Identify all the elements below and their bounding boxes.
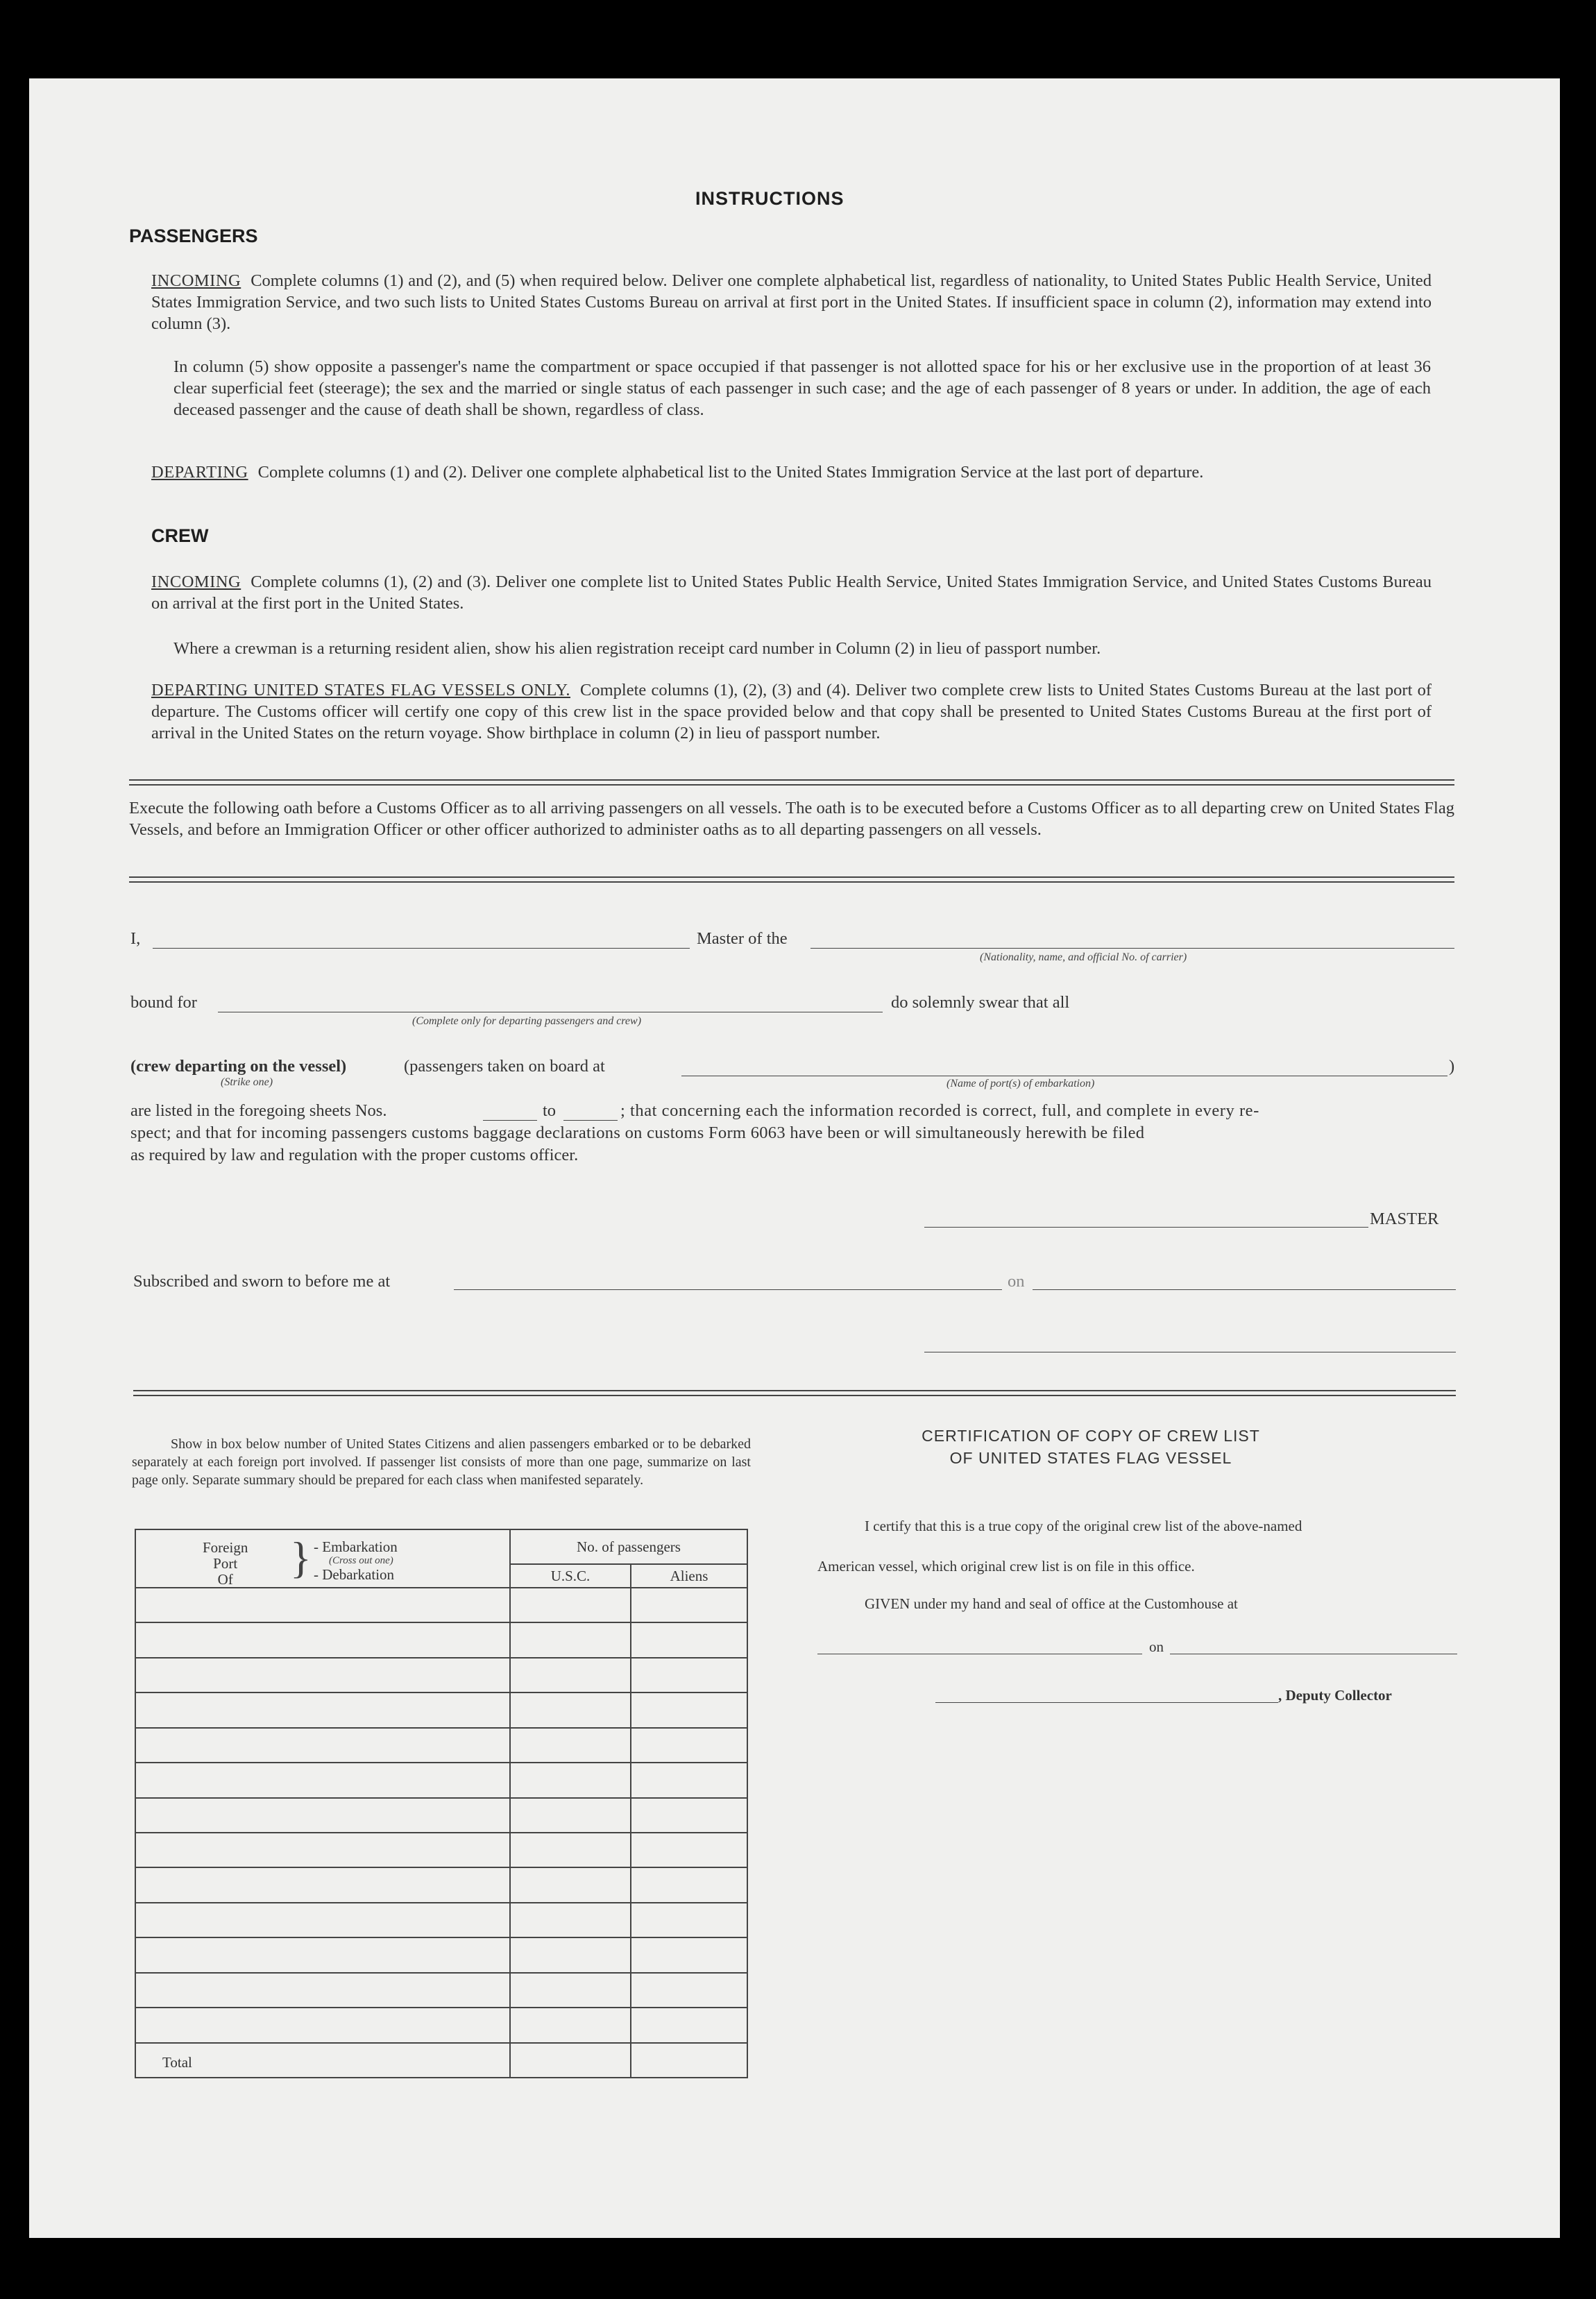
master-signature-field[interactable] [924, 1227, 1368, 1228]
certification-title [883, 1425, 1299, 1469]
port-cell[interactable] [135, 1833, 510, 1867]
usc-cell[interactable] [510, 1658, 631, 1693]
strike-one-caption: (Strike one) [221, 1076, 273, 1088]
port-cell[interactable] [135, 2008, 510, 2042]
crew-departing-paragraph [151, 679, 1432, 744]
divider-double-3 [133, 1390, 1456, 1396]
carrier-field[interactable] [810, 948, 1454, 949]
aliens-cell[interactable] [631, 1833, 747, 1867]
aliens-cell[interactable] [631, 1867, 747, 1902]
passengers-incoming-text: Complete columns (1) and (2), and (5) when required below. Deliver one complete alphabetical list, regardless of nationality, to United States Public Health Service, United States Immigration Service, and two such lists to United States Customs Bureau on arrival at first port in the United States. If insufficient space in column (2), information may extend into column (3). [151, 271, 1432, 333]
no-of-passengers-header: No. of passengers [510, 1529, 747, 1564]
cross-out-caption: (Cross out one) [329, 1555, 393, 1566]
foreign-label: Foreign [203, 1539, 248, 1556]
passengers-incoming-paragraph [151, 270, 1432, 334]
usc-cell[interactable] [510, 1798, 631, 1833]
port-cell[interactable] [135, 1798, 510, 1833]
port-cell[interactable] [135, 1763, 510, 1797]
port-cell[interactable] [135, 1937, 510, 1972]
listed-line2: spect; and that for incoming passengers customs baggage declarations on customs Form 6063 have been or will simultaneously herewith be filed [130, 1123, 1145, 1142]
bound-for-caption: (Complete only for departing passengers and crew) [412, 1015, 642, 1027]
master-name-field[interactable] [153, 948, 690, 949]
do-swear-label: do solemnly swear that all [891, 993, 1070, 1012]
deputy-signature-field[interactable] [935, 1702, 1278, 1703]
sheet-from-field[interactable] [483, 1120, 537, 1121]
port-cell[interactable] [135, 1973, 510, 2008]
crew-departing-option[interactable]: (crew departing on the vessel) [130, 1057, 347, 1076]
aliens-cell[interactable] [631, 2008, 747, 2042]
usc-cell[interactable] [510, 2008, 631, 2042]
port-cell[interactable] [135, 1867, 510, 1902]
master-label: MASTER [1370, 1210, 1439, 1228]
aliens-cell[interactable] [631, 1973, 747, 2008]
usc-cell[interactable] [510, 1833, 631, 1867]
port-cell[interactable] [135, 1693, 510, 1727]
port-header-cell [135, 1529, 510, 1588]
passenger-summary-table [135, 1529, 748, 2078]
embarkation-option[interactable]: - Embarkation [314, 1538, 398, 1555]
oath-execute-paragraph: Execute the following oath before a Customs Officer as to all arriving passengers on all vessels. The oath is to be executed before a Customs Officer as to all departing crew on United States Flag Vessels, and before an Immigration Officer or other officer authorized to administer oaths as to all departing passengers on all vessels. [129, 799, 1454, 839]
aliens-cell[interactable] [631, 1622, 747, 1657]
carrier-caption: (Nationality, name, and official No. of carrier) [980, 951, 1187, 963]
aliens-cell[interactable] [631, 1693, 747, 1727]
usc-cell[interactable] [510, 1973, 631, 2008]
ports-caption: (Name of port(s) of embarkation) [946, 1078, 1095, 1089]
usc-cell[interactable] [510, 1728, 631, 1763]
passengers-departing-paragraph [151, 461, 1432, 483]
total-aliens-cell[interactable] [631, 2043, 747, 2078]
usc-header: U.S.C. [510, 1564, 631, 1588]
listed-to: to [543, 1101, 557, 1120]
of-label: Of [217, 1571, 233, 1588]
listed-line3: as required by law and regulation with the proper customs officer. [130, 1146, 579, 1164]
listed-line1-a: are listed in the foregoing sheets Nos. [130, 1101, 387, 1120]
usc-cell[interactable] [510, 1763, 631, 1797]
divider-double-2 [129, 876, 1454, 883]
passengers-departing-text: Complete columns (1) and (2). Deliver one complete alphabetical list to the United States Immigration Service at the last port of departure. [257, 463, 1204, 482]
debarkation-option[interactable]: - Debarkation [314, 1566, 395, 1583]
port-cell[interactable] [135, 1728, 510, 1763]
close-paren: ) [1449, 1057, 1455, 1076]
aliens-cell[interactable] [631, 1658, 747, 1693]
aliens-cell[interactable] [631, 1588, 747, 1622]
passengers-heading: PASSENGERS [129, 226, 258, 246]
usc-cell[interactable] [510, 1588, 631, 1622]
port-label: Port [213, 1555, 238, 1572]
sheet-to-field[interactable] [563, 1120, 618, 1121]
port-cell[interactable] [135, 1903, 510, 1937]
bound-for-label: bound for [130, 993, 197, 1012]
certification-title-line1: CERTIFICATION OF COPY OF CREW LIST [922, 1427, 1260, 1445]
subscribed-place-field[interactable] [454, 1289, 1002, 1290]
total-label: Total [135, 2043, 510, 2078]
aliens-cell[interactable] [631, 1728, 747, 1763]
document-page [29, 78, 1560, 2238]
aliens-cell[interactable] [631, 1763, 747, 1797]
crew-departing-text: Complete columns (1), (2), (3) and (4). Deliver two complete crew lists to United States Customs Bureau at the last port of departure. The Customs officer will certify one copy of this crew list in the space provided below and that copy shall be presented to United States Customs Bureau at the first port of arrival in the United States on the return voyage. Show birthplace in column (2) in lieu of passport number. [151, 681, 1432, 743]
deputy-collector-label: , Deputy Collector [1278, 1687, 1392, 1704]
aliens-header: Aliens [631, 1564, 747, 1588]
crew-departing-label: DEPARTING UNITED STATES FLAG VESSELS ONLY. [151, 681, 571, 699]
subscribed-date-field[interactable] [1033, 1289, 1456, 1290]
crew-incoming-label: INCOMING [151, 572, 241, 591]
given-line: GIVEN under my hand and seal of office at the Customhouse at [865, 1595, 1238, 1612]
divider-double-1 [129, 779, 1454, 786]
usc-cell[interactable] [510, 1867, 631, 1902]
crew-incoming-text: Complete columns (1), (2) and (3). Deliver one complete list to United States Public Health Service, United States Immigration Service, and United States Customs Bureau on arrival at the first port in the United States. [151, 572, 1432, 613]
subscribed-on-label: on [1008, 1272, 1025, 1291]
brace-icon: } [290, 1533, 312, 1582]
usc-cell[interactable] [510, 1937, 631, 1972]
usc-cell[interactable] [510, 1693, 631, 1727]
usc-cell[interactable] [510, 1903, 631, 1937]
cert-on-label: on [1149, 1638, 1164, 1655]
aliens-cell[interactable] [631, 1937, 747, 1972]
aliens-cell[interactable] [631, 1798, 747, 1833]
total-usc-cell[interactable] [510, 2043, 631, 2078]
certify-line2: American vessel, which original crew list is on file in this office. [817, 1558, 1195, 1575]
crew-heading: CREW [151, 525, 209, 546]
passengers-column5-paragraph: In column (5) show opposite a passenger's name the compartment or space occupied if that passenger is not allotted space for his or her exclusive use in the proportion of at least 36 clear superficial feet (steerage); the sex and the married or single status of each passenger in such case; and the age of each passenger of 8 years or under. In addition, the age of each deceased passenger and the cause of death shall be shown, regardless of class. [173, 357, 1431, 419]
aliens-cell[interactable] [631, 1903, 747, 1937]
port-cell[interactable] [135, 1658, 510, 1693]
master-of-the-label: Master of the [697, 929, 788, 948]
subscribed-label: Subscribed and sworn to before me at [133, 1272, 391, 1291]
passengers-departing-label: DEPARTING [151, 463, 248, 482]
usc-cell[interactable] [510, 1622, 631, 1657]
certify-line1: I certify that this is a true copy of the original crew list of the above-named [865, 1518, 1302, 1534]
summary-instruction: Show in box below number of United States Citizens and alien passengers embarked or to be debarked separately at each foreign port involved. If passenger list consists of more than one page, summarize on last page only. Separate summary should be prepared for each class when manifested separately. [132, 1436, 751, 1488]
passengers-taken-option[interactable]: (passengers taken on board at [404, 1057, 605, 1076]
port-cell[interactable] [135, 1588, 510, 1622]
port-cell[interactable] [135, 1622, 510, 1657]
oath-i-label: I, [130, 929, 141, 948]
crew-resident-paragraph: Where a crewman is a returning resident alien, show his alien registration receipt card number in Column (2) in lieu of passport number. [173, 639, 1101, 658]
crew-incoming-paragraph [151, 571, 1432, 614]
certification-title-line2: OF UNITED STATES FLAG VESSEL [949, 1449, 1232, 1467]
listed-line1-b: ; that concerning each the information recorded is correct, full, and complete in every re- [620, 1101, 1259, 1120]
instructions-title: INSTRUCTIONS [695, 188, 844, 209]
passengers-incoming-label: INCOMING [151, 271, 241, 290]
